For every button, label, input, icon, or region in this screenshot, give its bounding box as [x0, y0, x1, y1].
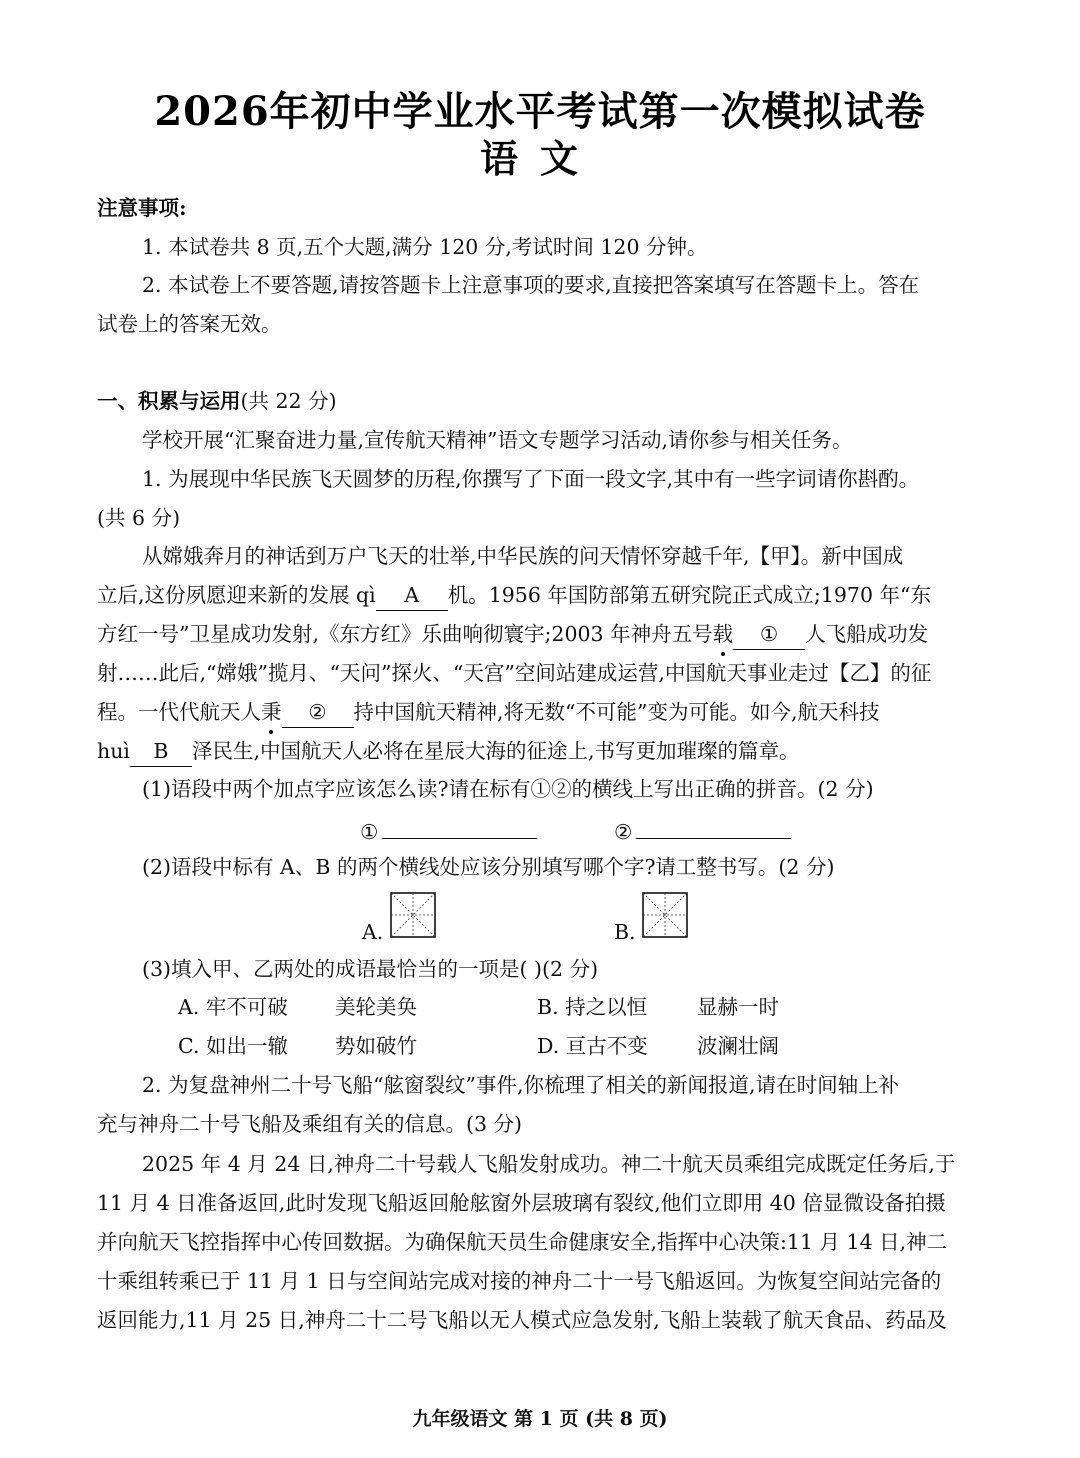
passage-line-6-start: huì [97, 739, 130, 763]
pinyin-answer-2-line [636, 812, 791, 839]
grid-answer-b-label: B. [614, 920, 636, 944]
news-line-5: 返回能力,11 月 25 日,神舟二十二号飞船以无人模式应急发射,飞船上装载了航天食品、药品及 [97, 1308, 947, 1332]
dotted-char-2: 秉 [261, 693, 282, 731]
dotted-char-1: 载 [713, 615, 734, 653]
question-2-line-1: 2. 为复盘神州二十号飞船“舷窗裂纹”事件,你梳理了相关的新闻报道,请在时间轴上补 [142, 1073, 900, 1097]
grid-answer-b [614, 892, 694, 942]
notice-item-2-line-1: 2. 本试卷上不要答题,请按答题卡上注意事项的要求,直接把答案填写在答题卡上。答在 [142, 273, 920, 297]
grid-answer-a [362, 892, 442, 942]
grid-answer-a-label: A. [362, 920, 384, 944]
passage-line-5-start: 程。一代代航天人 [97, 700, 261, 724]
pinyin-answer-1 [360, 812, 537, 851]
section-1-score: (共 22 分) [240, 389, 337, 413]
sub-question-3: (3)填入甲、乙两处的成语最恰当的一项是( )(2 分) [142, 957, 599, 981]
option-a-idiom-1: A. 牢不可破 [178, 995, 288, 1019]
passage-line-3-end: 人飞船成功发 [805, 622, 929, 646]
passage-line-3-start: 方红一号”卫星成功发射,《东方红》乐曲响彻寰宇;2003 年神舟五号 [97, 622, 713, 646]
notice-item-2-line-2: 试卷上的答案无效。 [97, 312, 282, 336]
passage-line-5-end: 持中国航天精神,将无数“不可能”变为可能。如今,航天科技 [353, 700, 880, 724]
sub-question-2: (2)语段中标有 A、B 的两个横线处应该分别填写哪个字?请工整书写。(2 分) [142, 855, 835, 879]
news-line-4: 十乘组转乘已于 11 月 1 日与空间站完成对接的神舟二十一号飞船返回。为恢复空间站完备的 [97, 1269, 942, 1293]
option-a-idiom-2: 美轮美奂 [335, 995, 417, 1019]
exam-title: 2026年初中学业水平考试第一次模拟试卷 [154, 88, 926, 135]
blank-a: A [376, 580, 448, 611]
subject-title: 语文 [479, 136, 600, 181]
question-1-line-2: (共 6 分) [97, 506, 181, 530]
blank-1: ① [733, 619, 805, 650]
news-line-3: 并向航天飞控指挥中心传回数据。为确保航天员生命健康安全,指挥中心决策:11 月 14 日,神二 [97, 1230, 948, 1254]
passage-line-6-end: 泽民生,中国航天人必将在星辰大海的征途上,书写更加璀璨的篇章。 [191, 739, 800, 763]
blank-2: ② [282, 697, 354, 728]
passage-line-2-start: 立后,这份夙愿迎来新的发展 qì [97, 583, 376, 607]
passage-line-6 [97, 732, 987, 770]
pinyin-answer-1-line [382, 812, 537, 839]
pinyin-answer-2 [614, 812, 791, 851]
sub-question-1: (1)语段中两个加点字应该怎么读?请在标有①②的横线上写出正确的拼音。(2 分) [142, 777, 874, 801]
passage-line-1: 从嫦娥奔月的神话到万户飞天的壮举,中华民族的问天情怀穿越千年,【甲】。新中国成 [142, 544, 904, 568]
pinyin-answer-2-label: ② [614, 820, 633, 844]
question-2-line-2: 充与神舟二十号飞船及乘组有关的信息。(3 分) [97, 1112, 523, 1136]
news-line-1: 2025 年 4 月 24 日,神舟二十号载人飞船发射成功。神二十航天员乘组完成既定任务后,于 [142, 1152, 956, 1176]
passage-line-4: 射……此后,“嫦娥”揽月、“天问”探火、“天宫”空间站建成运营,中国航天事业走过【乙】的征 [97, 661, 932, 685]
mizige-grid-a [390, 892, 436, 938]
pinyin-answer-1-label: ① [360, 820, 379, 844]
option-b-idiom-2: 显赫一时 [697, 995, 779, 1019]
option-d-idiom-2: 波澜壮阔 [697, 1034, 779, 1058]
news-line-2: 11 月 4 日准备返回,此时发现飞船返回舱舷窗外层玻璃有裂纹,他们立即用 40 倍显微设备拍摄 [97, 1191, 946, 1215]
option-c-idiom-1: C. 如出一辙 [178, 1034, 288, 1058]
blank-b: B [130, 736, 192, 767]
passage-line-2 [97, 576, 987, 614]
option-b-idiom-1: B. 持之以恒 [537, 995, 648, 1019]
passage-line-3 [97, 615, 987, 653]
page-footer: 九年级语文 第 1 页 (共 8 页) [412, 1408, 668, 1430]
section-1-heading-line [97, 382, 987, 420]
option-c-idiom-2: 势如破竹 [335, 1034, 417, 1058]
passage-line-2-end: 机。1956 年国防部第五研究院正式成立;1970 年“东 [447, 583, 931, 607]
notice-heading: 注意事项: [97, 196, 187, 220]
section-1-intro: 学校开展“汇聚奋进力量,宣传航天精神”语文专题学习活动,请你参与相关任务。 [142, 428, 853, 452]
section-1-heading: 一、积累与运用 [97, 389, 241, 413]
mizige-grid-b [642, 892, 688, 938]
option-d-idiom-1: D. 亘古不变 [537, 1034, 648, 1058]
question-1-line-1: 1. 为展现中华民族飞天圆梦的历程,你撰写了下面一段文字,其中有一些字词请你斟酌。 [142, 467, 920, 491]
notice-item-1: 1. 本试卷共 8 页,五个大题,满分 120 分,考试时间 120 分钟。 [142, 235, 708, 259]
passage-line-5 [97, 693, 987, 731]
